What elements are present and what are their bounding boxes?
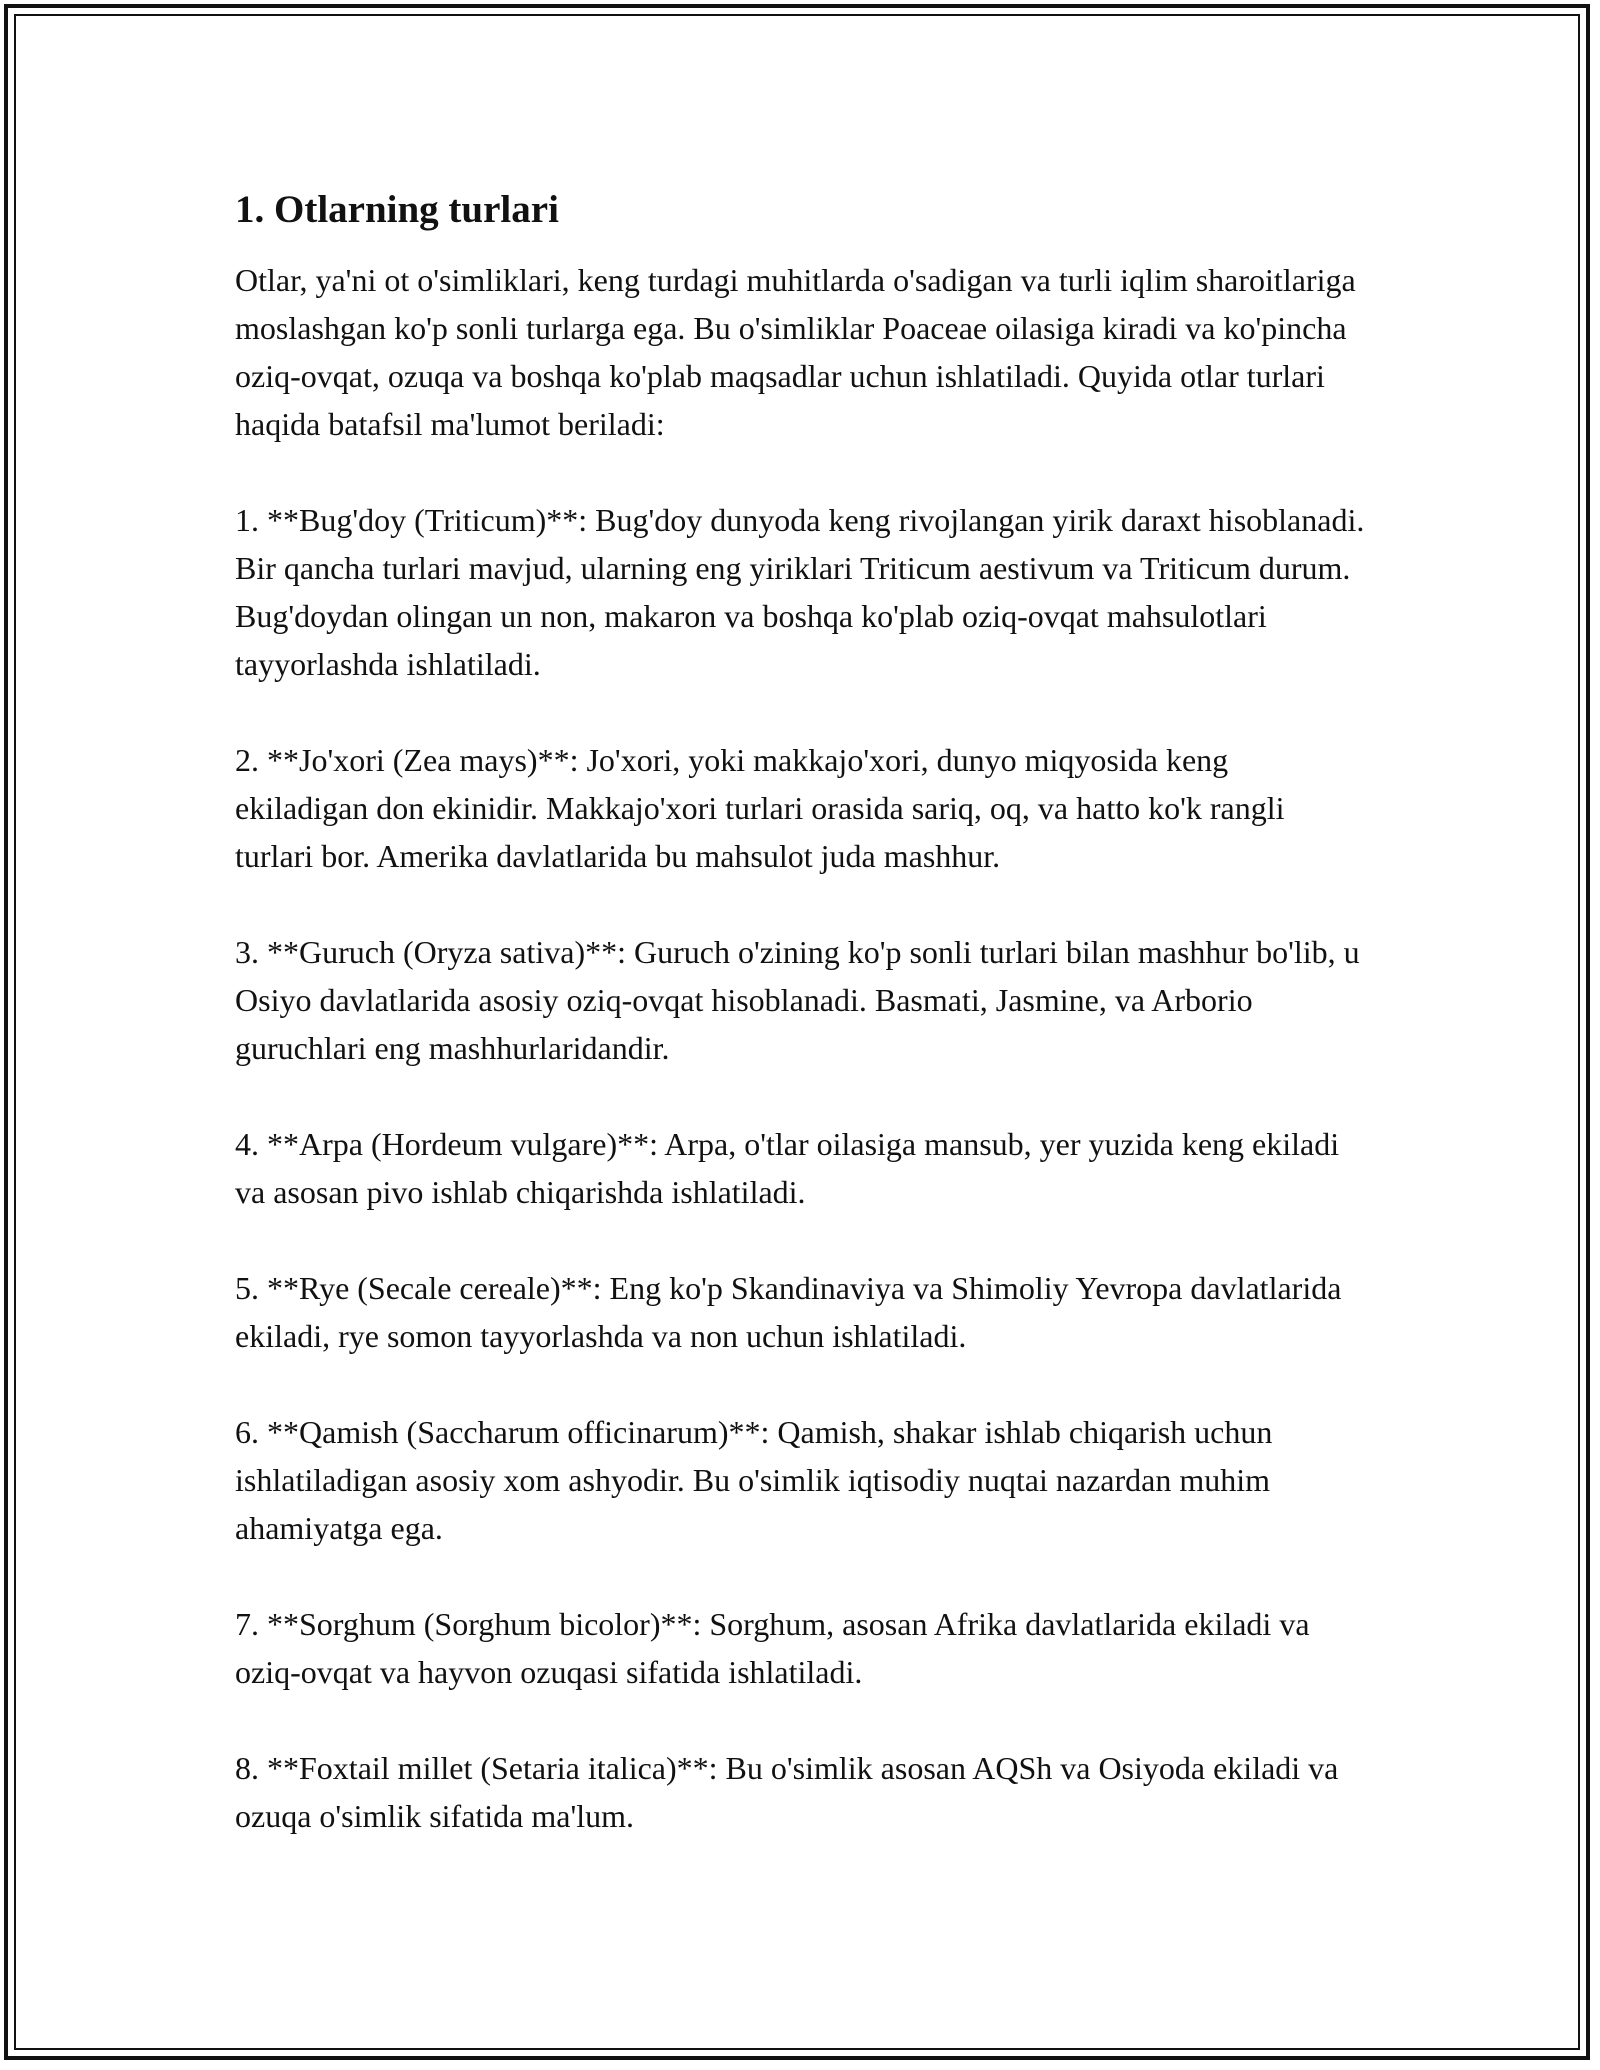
- list-item-wheat: 1. **Bug'doy (Triticum)**: Bug'doy dunyoda keng rivojlangan yirik daraxt hisoblanadi. Bir qancha turlari mavjud, ularning eng yiriklari Triticum aestivum va Triticum durum. Bug'doydan olingan un non, makaron va boshqa ko'plab oziq-ovqat mahsulotlari tayyorlashda ishlatiladi.: [235, 502, 1365, 682]
- list-item-barley: 4. **Arpa (Hordeum vulgare)**: Arpa, o'tlar oilasiga mansub, yer yuzida keng ekiladi va asosan pivo ishlab chiqarishda ishlatiladi.: [235, 1126, 1340, 1210]
- section-heading: 1. Otlarning turlari: [235, 188, 559, 231]
- list-item-rye: 5. **Rye (Secale cereale)**: Eng ko'p Skandinaviya va Shimoliy Yevropa davlatlarida ekiladi, rye somon tayyorlashda va non uchun ishlatiladi.: [235, 1270, 1342, 1354]
- list-item-corn: 2. **Jo'xori (Zea mays)**: Jo'xori, yoki makkajo'xori, dunyo miqyosida keng ekiladigan don ekinidir. Makkajo'xori turlari orasida sariq, oq, va hatto ko'k rangli turlari bor. Amerika davlatlarida bu mahsulot juda mashhur.: [235, 742, 1285, 874]
- list-item-sugarcane: 6. **Qamish (Saccharum officinarum)**: Qamish, shakar ishlab chiqarish uchun ishlatiladigan asosiy xom ashyodir. Bu o'simlik iqtisodiy nuqtai nazardan muhim ahamiyatga ega.: [235, 1414, 1273, 1546]
- intro-paragraph: Otlar, ya'ni ot o'simliklari, keng turdagi muhitlarda o'sadigan va turli iqlim sharoitlariga moslashgan ko'p sonli turlarga ega. Bu o'simliklar Poaceae oilasiga kiradi va ko'pincha oziq-ovqat, ozuqa va boshqa ko'plab maqsadlar uchun ishlatiladi. Quyida otlar turlari haqida batafsil ma'lumot beriladi:: [235, 262, 1356, 442]
- document-body: [235, 186, 1365, 1888]
- list-item-rice: 3. **Guruch (Oryza sativa)**: Guruch o'zining ko'p sonli turlari bilan mashhur bo'lib, u Osiyo davlatlarida asosiy oziq-ovqat hisoblanadi. Basmati, Jasmine, va Arborio guruchlari eng mashhurlaridandir.: [235, 934, 1360, 1066]
- list-item-sorghum: 7. **Sorghum (Sorghum bicolor)**: Sorghum, asosan Afrika davlatlarida ekiladi va oziq-ovqat va hayvon ozuqasi sifatida ishlatiladi.: [235, 1606, 1310, 1690]
- list-item-foxtail-millet: 8. **Foxtail millet (Setaria italica)**: Bu o'simlik asosan AQSh va Osiyoda ekiladi va ozuqa o'simlik sifatida ma'lum.: [235, 1750, 1339, 1834]
